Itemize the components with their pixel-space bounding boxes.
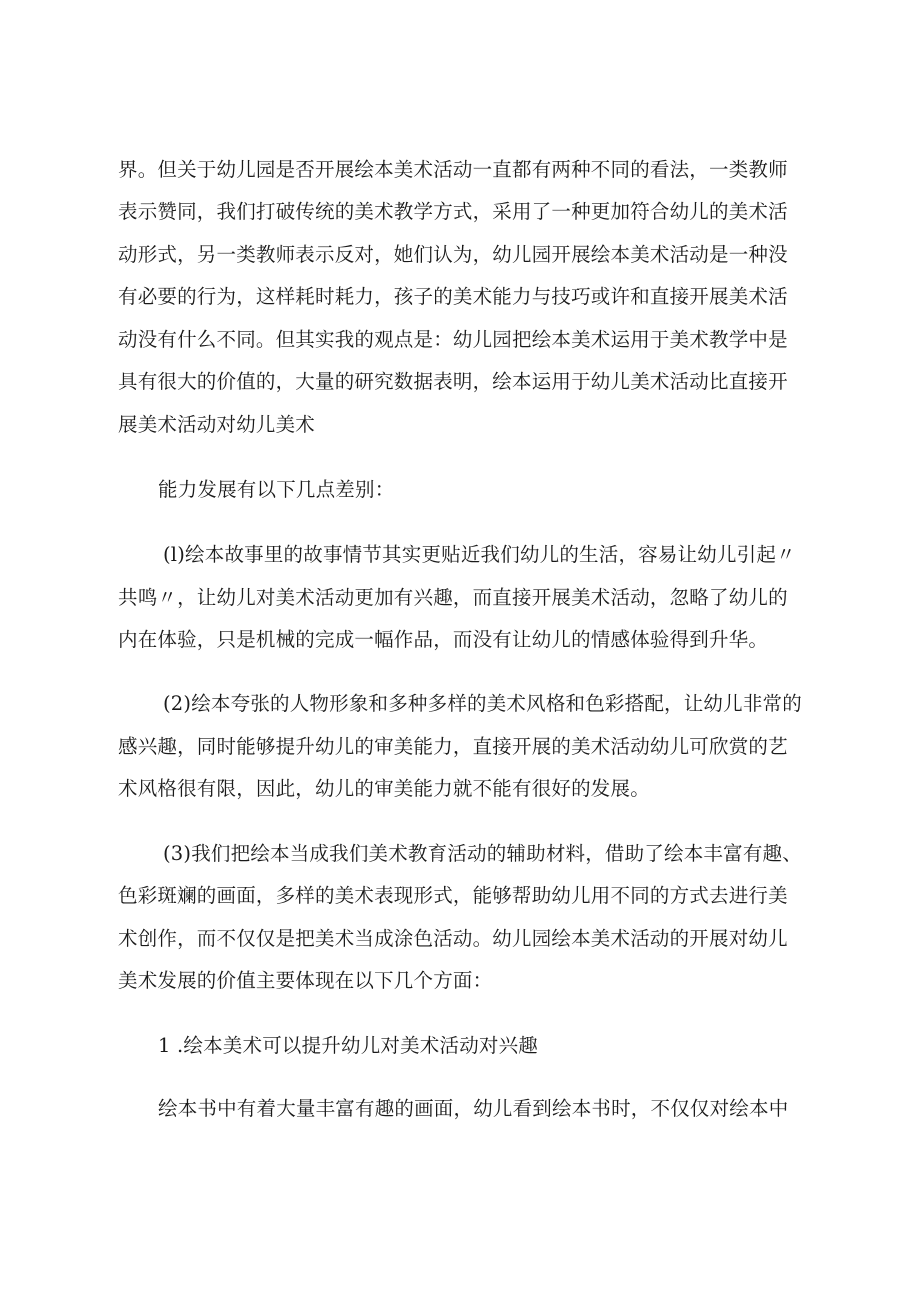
text-line: 表示赞同，我们打破传统的美术教学方式，采用了一种更加符合幼儿的美术活 [118, 200, 788, 223]
text-line: 内在体验，只是机械的完成一幅作品，而没有让幼儿的情感体验得到升华。 [118, 628, 769, 651]
text-line: 有必要的行为，这样耗时耗力，孩子的美术能力与技巧或许和直接开展美术活 [118, 285, 788, 308]
text-line: 绘本书中有着大量丰富有趣的画面，幼儿看到绘本书时，不仅仅对绘本中 [158, 1097, 789, 1120]
text-line: 界。但关于幼儿园是否开展绘本美术活动一直都有两种不同的看法，一类教师 [118, 158, 788, 181]
text-line: 具有很大的价值的，大量的研究数据表明，绘本运用于幼儿美术活动比直接开 [118, 370, 788, 393]
text-line: 美术发展的价值主要体现在以下几个方面： [118, 969, 493, 992]
section-heading: 1 .绘本美术可以提升幼儿对美术活动对兴趣 [158, 1034, 539, 1057]
text-line: 共鸣〃，让幼儿对美术活动更加有兴趣，而直接开展美术活动，忽略了幼儿的 [118, 586, 788, 609]
text-line: (2)绘本夸张的人物形象和多种多样的美术风格和色彩搭配，让幼儿非常的 [163, 692, 802, 715]
text-line: (l)绘本故事里的故事情节其实更贴近我们幼儿的生活，容易让幼儿引起〃 [163, 543, 796, 566]
text-line: 感兴趣，同时能够提升幼儿的审美能力，直接开展的美术活动幼儿可欣赏的艺 [118, 735, 788, 758]
text-line: 展美术活动对幼儿美术 [118, 413, 316, 436]
text-line: 术创作，而不仅仅是把美术当成涂色活动。幼儿园绘本美术活动的开展对幼儿 [118, 927, 788, 950]
text-line: (3)我们把绘本当成我们美术教育活动的辅助材料，借助了绘本丰富有趣、 [163, 842, 802, 865]
text-line: 能力发展有以下几点差别： [158, 478, 395, 501]
text-line: 动形式，另一类教师表示反对，她们认为，幼儿园开展绘本美术活动是一种没 [118, 243, 788, 266]
text-line: 色彩斑斓的画面，多样的美术表现形式，能够帮助幼儿用不同的方式去进行美 [118, 884, 788, 907]
text-line: 术风格很有限，因此，幼儿的审美能力就不能有很好的发展。 [118, 777, 650, 800]
text-line: 动没有什么不同。但其实我的观点是：幼儿园把绘本美术运用于美术教学中是 [118, 328, 788, 351]
